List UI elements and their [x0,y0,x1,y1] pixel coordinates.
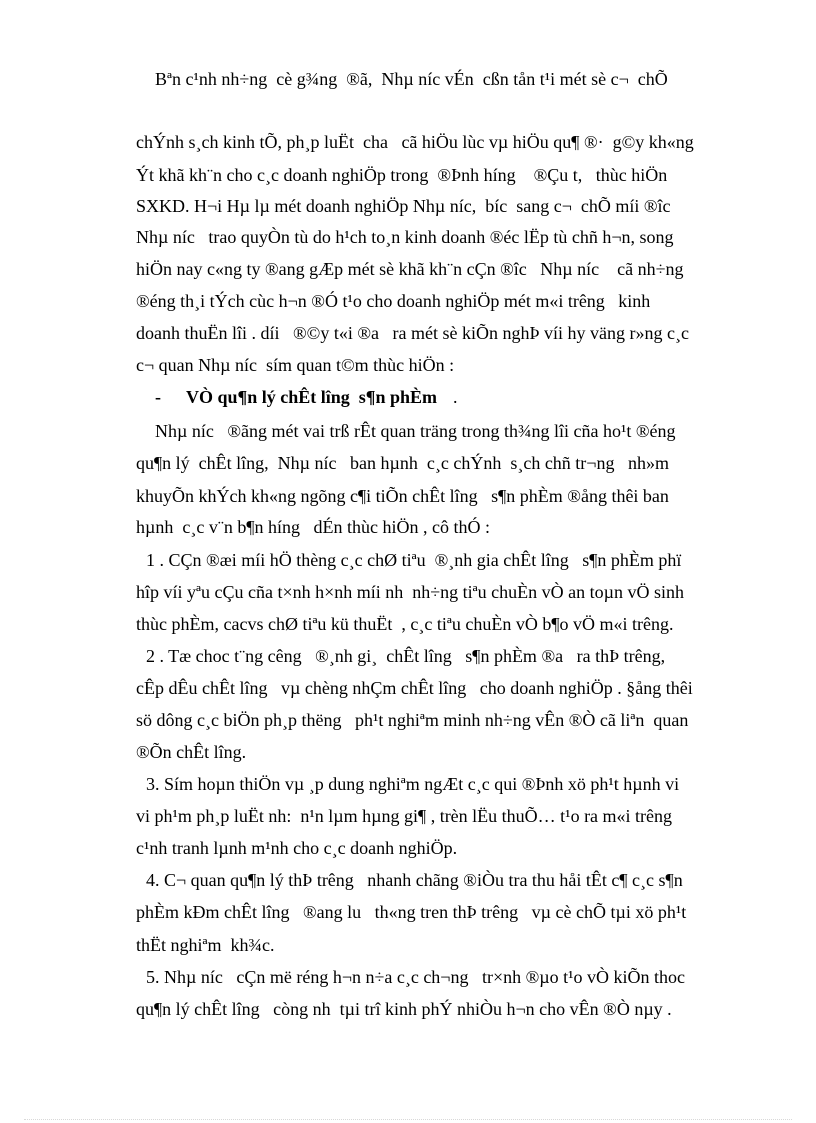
text-line: qu¶n lý chÊt lîng, Nhµ níc ban hµnh c¸c chÝnh s¸ch chñ tr¬ng nh»m [136,453,669,473]
text-line: Bªn c¹nh nh÷ng cè g¾ng ®ã, Nhµ níc vÉn cßn tån t¹i mét sè c¬ chÕ [155,69,668,89]
text-line: 1 . CÇn ®æi míi hÖ thèng c¸c chØ tiªu ®¸nh gia chÊt lîng s¶n phÈm phï [146,550,682,570]
text-line: Nhµ níc trao quyÒn tù do h¹ch to¸n kinh doanh ®éc lËp tù chñ h¬n, song [136,227,674,247]
text-line: 5. Nhµ níc cÇn më réng h¬n n÷a c¸c ch¬ng tr×nh ®µo t¹o vÒ kiÕn thoc [146,967,686,987]
heading-text: VÒ qu¶n lý chÊt lîng s¶n phÈm [186,387,438,407]
text-line: cÊp dÊu chÊt lîng vµ chèng nhÇm chÊt lîng cho doanh nghiÖp . §ång thêi [136,678,693,698]
text-line: sö dông c¸c biÖn ph¸p thëng ph¹t nghiªm minh nh÷ng vÊn ®Ò cã liªn quan [136,710,689,730]
text-line: vi ph¹m ph¸p luËt nh: n¹n lµm hµng gi¶ , trèn lËu thuÕ… t¹o ra m«i trêng [136,806,673,826]
text-line: qu¶n lý chÊt lîng còng nh tµi trî kinh phÝ nhiÒu h¬n cho vÊn ®Ò nµy . [136,999,672,1019]
heading-dash: - [155,387,161,407]
text-line: c¹nh tranh lµnh m¹nh cho c¸c doanh nghiÖp. [136,838,458,858]
text-line: 3. Sím hoµn thiÖn vµ ¸p dung nghiªm ngÆt c¸c qui ®Þnh xö ph¹t hµnh vi [146,774,680,794]
text-line: hîp víi yªu cÇu cña t×nh h×nh míi nh nh÷ng tiªu chuÈn vÒ an toµn vÖ sinh [136,582,684,602]
page-bottom-divider [24,1119,792,1120]
text-line: Nhµ níc ®ãng mét vai trß rÊt quan träng trong th¾ng lîi cña ho¹t ®éng [155,421,676,441]
text-line: c¬ quan Nhµ níc sím quan t©m thùc hiÖn : [136,355,455,375]
text-line: Ýt khã kh¨n cho c¸c doanh nghiÖp trong ®Þnh híng ®Çu t, thùc hiÖn [136,165,668,185]
heading-period: . [453,387,458,407]
text-line: thËt nghiªm kh¾c. [136,935,275,955]
text-line: hiÖn nay c«ng ty ®ang gÆp mét sè khã kh¨n cÇn ®îc Nhµ níc cã nh÷ng [136,259,684,279]
text-line: SXKD. H¬i Hµ lµ mét doanh nghiÖp Nhµ níc, bíc sang c¬ chÕ míi ®îc [136,196,671,216]
text-line: ®Õn chÊt lîng. [136,742,247,762]
text-line: thùc phÈm, cacvs chØ tiªu kü thuËt , c¸c tiªu chuÈn vÒ b¶o vÖ m«i trêng. [136,614,674,634]
text-line: doanh thuËn lîi . díi ®©y t«i ®a ra mét sè kiÕn nghÞ víi hy väng r»ng c¸c [136,323,689,343]
text-line: phÈm kÐm chÊt lîng ®ang lu th«ng tren thÞ trêng vµ cè chÕ tµi xö ph¹t [136,902,687,922]
text-line: khuyÕn khÝch kh«ng ngõng c¶i tiÕn chÊt lîng s¶n phÈm ®ång thêi ban [136,486,669,506]
text-line: ®éng th¸i tÝch cùc h¬n ®Ó t¹o cho doanh nghiÖp mét m«i trêng kinh [136,291,651,311]
text-line: 2 . Tæ choc t¨ng cêng ®¸nh gi¸ chÊt lîng s¶n phÈm ®a ra thÞ trêng, [146,646,666,666]
text-line: chÝnh s¸ch kinh tÕ, ph¸p luËt cha cã hiÖu lùc vµ hiÖu qu¶ ®· g©y kh«ng [136,132,694,152]
text-line: hµnh c¸c v¨n b¶n híng dÉn thùc hiÖn , cô thÓ : [136,517,490,537]
text-line: 4. C¬ quan qu¶n lý thÞ trêng nhanh chãng ®iÒu tra thu håi tÊt c¶ c¸c s¶n [146,870,683,890]
